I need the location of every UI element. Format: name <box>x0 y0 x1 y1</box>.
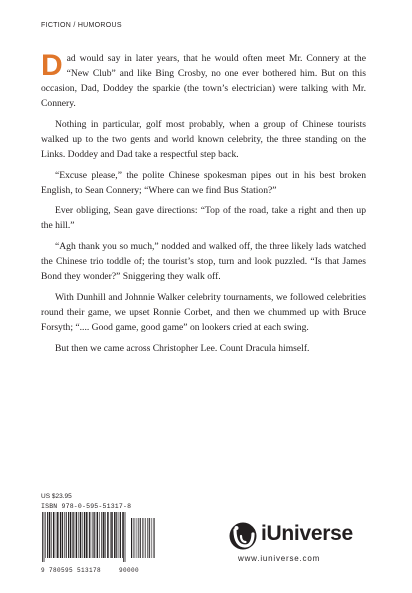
barcode-bar <box>56 512 57 558</box>
barcode-bar <box>140 518 141 558</box>
barcode-bar <box>103 512 105 558</box>
barcode-bars <box>41 512 157 562</box>
barcode-bar <box>91 512 92 558</box>
barcode-bar <box>53 512 55 558</box>
barcode-bar <box>73 512 74 558</box>
barcode-bar <box>116 512 117 558</box>
barcode-bar <box>153 518 154 558</box>
barcode-bar <box>144 518 145 558</box>
barcode-bar <box>145 518 146 558</box>
category-label: FICTION / HUMOROUS <box>41 22 122 29</box>
barcode-bar <box>133 518 134 558</box>
barcode-bar <box>125 512 126 562</box>
isbn-barcode <box>41 503 157 574</box>
barcode-bar <box>45 512 46 558</box>
barcode-bar <box>72 512 73 558</box>
barcode-bar <box>147 518 148 558</box>
barcode-bar <box>105 512 106 558</box>
paragraph-4: Ever obliging, Sean gave directions: “Top of the road, take a right and then up the hill.” <box>41 205 366 232</box>
barcode-bar <box>114 512 116 558</box>
price-label: US $23.95 <box>41 493 72 500</box>
drop-cap: D <box>41 49 63 82</box>
barcode-bar <box>120 512 121 558</box>
barcode-bar <box>62 512 63 558</box>
paragraph-1-text: ad would say in later years, that he would often meet Mr. Connery at the “New Club” and like Bing Crosby, no one ever bothered him. But on this occasion, Dad, Doddey the sparkie (the town’s electrician) were talking with Mr. Connery. <box>41 53 366 110</box>
paragraph-1 <box>41 51 366 111</box>
barcode-bar <box>51 512 52 558</box>
barcode-bar <box>78 512 79 558</box>
barcode-bar <box>142 518 143 558</box>
barcode-bar <box>154 518 155 558</box>
barcode-addon-digits: 90000 <box>119 567 140 574</box>
barcode-bar <box>135 518 136 558</box>
barcode-bar <box>111 512 113 558</box>
barcode-digit-row <box>41 567 157 574</box>
isbn-number: ISBN 978-0-595-51317-8 <box>41 503 132 510</box>
top-margin <box>0 0 412 10</box>
barcode-bar <box>151 518 152 558</box>
barcode-bar <box>99 512 100 558</box>
paragraph-6: With Dunhill and Johnnie Walker celebrity tournaments, we followed celebrities round their game, we upset Ronnie Corbet, and then we chummed up with Bruce Forsyth; “.... Good game, good game” on lookers cried at each swing. <box>41 291 366 333</box>
barcode-bar <box>107 512 109 558</box>
barcode-bar <box>70 512 72 558</box>
paragraph-2: Nothing in particular, golf most probably, when a group of Chinese tourists walked up to the two gents and world known celebrity, the three standing on the Links. Doddey and Dad take a respectful step back. <box>41 118 366 161</box>
barcode-bar <box>76 512 78 558</box>
barcode-bar <box>86 512 88 558</box>
iuniverse-logo-icon <box>228 521 258 551</box>
barcode-bar <box>97 512 99 558</box>
paragraph-3: “Excuse please,” the polite Chinese spokesman pipes out in his best broken English, to Sean Connery; “Where can we find Bus Station?” <box>41 169 366 196</box>
barcode-bar <box>84 512 86 558</box>
barcode-bar <box>57 512 59 558</box>
barcode-bar <box>101 512 102 558</box>
publisher-logo <box>228 521 358 569</box>
paragraph-5: “Agh thank you so much,” nodded and walked off, the three likely lads watched the Chinese trio toddle of; the tourist’s stop, turn and look puzzled. “Is that James Bond they wonder?” Sniggering they walk off. <box>41 241 366 283</box>
barcode-bar <box>131 518 132 558</box>
barcode-bar <box>138 518 139 558</box>
barcode-bar <box>82 512 83 558</box>
barcode-bar <box>89 512 90 558</box>
barcode-bar <box>80 512 82 558</box>
paragraph-7: But then we came across Christopher Lee. Count Dracula himself. <box>55 342 310 354</box>
barcode-bar <box>44 512 45 562</box>
barcode-bar <box>123 512 124 562</box>
barcode-bar <box>47 512 48 558</box>
barcode-bar <box>42 512 43 562</box>
barcode-bar <box>110 512 111 558</box>
excerpt-text <box>41 51 366 361</box>
publisher-url: www.iuniverse.com <box>238 554 321 563</box>
publisher-name: iUniverse <box>261 522 353 545</box>
barcode-bar <box>149 518 150 558</box>
barcode-bar <box>94 512 95 558</box>
barcode-bar <box>49 512 51 558</box>
barcode-bar <box>66 512 67 558</box>
barcode-bar <box>93 512 94 558</box>
barcode-bar <box>68 512 69 558</box>
barcode-bar <box>64 512 65 558</box>
barcode-bar <box>60 512 62 558</box>
barcode-main-digits: 9 780595 513178 <box>41 567 102 574</box>
barcode-bar <box>119 512 120 558</box>
barcode-bar <box>137 518 138 558</box>
